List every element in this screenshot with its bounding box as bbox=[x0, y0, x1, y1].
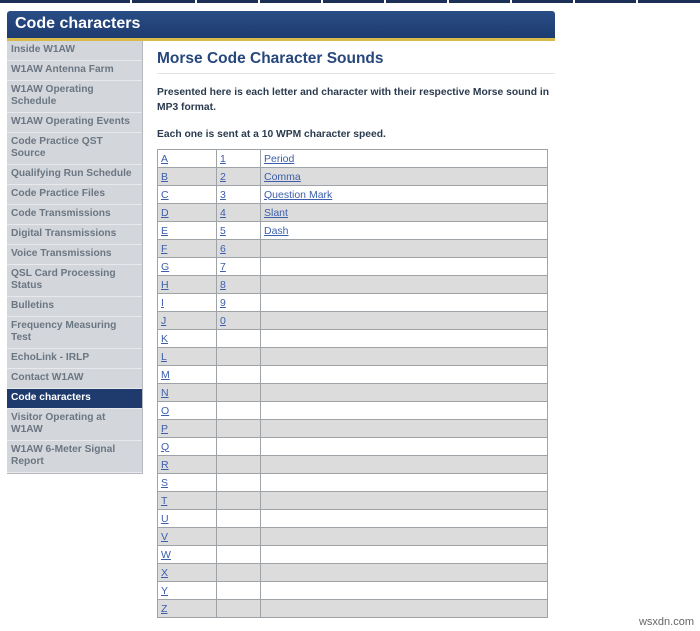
table-cell bbox=[217, 366, 261, 384]
table-cell bbox=[261, 582, 548, 600]
table-cell bbox=[158, 456, 217, 474]
table-cell bbox=[217, 240, 261, 258]
table-cell bbox=[217, 474, 261, 492]
nav-divider bbox=[447, 0, 449, 3]
table-cell bbox=[217, 258, 261, 276]
table-cell bbox=[217, 348, 261, 366]
watermark: wsxdn.com bbox=[638, 616, 694, 628]
sidebar-item-voice-transmissions[interactable]: Voice Transmissions bbox=[7, 245, 142, 265]
table-cell bbox=[158, 276, 217, 294]
table-row bbox=[158, 168, 548, 186]
sidebar-item-w1aw-operating-events[interactable]: W1AW Operating Events bbox=[7, 113, 142, 133]
sidebar-item-code-practice-files[interactable]: Code Practice Files bbox=[7, 185, 142, 205]
table-cell bbox=[158, 330, 217, 348]
table-row bbox=[158, 348, 548, 366]
table-cell bbox=[261, 366, 548, 384]
page-title: Morse Code Character Sounds bbox=[157, 50, 555, 74]
nav-divider bbox=[130, 0, 132, 3]
table-cell bbox=[217, 564, 261, 582]
table-cell bbox=[261, 240, 548, 258]
table-row bbox=[158, 510, 548, 528]
table-cell bbox=[158, 546, 217, 564]
table-cell bbox=[217, 294, 261, 312]
table-cell bbox=[158, 600, 217, 618]
character-sound-link[interactable]: 2 bbox=[220, 170, 226, 183]
sidebar-item-inside-w1aw[interactable]: Inside W1AW bbox=[7, 41, 142, 61]
table-cell bbox=[217, 420, 261, 438]
character-sound-link[interactable]: 5 bbox=[220, 224, 226, 237]
sidebar-item-code-characters[interactable]: Code characters bbox=[7, 389, 142, 409]
table-cell bbox=[261, 294, 548, 312]
character-sound-link[interactable]: 6 bbox=[220, 242, 226, 255]
character-sound-link[interactable]: 4 bbox=[220, 206, 226, 219]
table-cell bbox=[158, 168, 217, 186]
table-row bbox=[158, 420, 548, 438]
table-row bbox=[158, 582, 548, 600]
sidebar-item-code-transmissions[interactable]: Code Transmissions bbox=[7, 205, 142, 225]
table-cell bbox=[217, 384, 261, 402]
character-sound-link[interactable]: B bbox=[161, 170, 169, 183]
character-sound-link[interactable]: Q bbox=[161, 440, 170, 453]
table-cell bbox=[217, 168, 261, 186]
table-row bbox=[158, 240, 548, 258]
table-cell bbox=[261, 204, 548, 222]
character-sound-link[interactable]: 8 bbox=[220, 278, 226, 291]
nav-divider bbox=[321, 0, 323, 3]
table-cell bbox=[158, 582, 217, 600]
character-sound-link[interactable]: K bbox=[161, 332, 169, 345]
speed-note: Each one is sent at a 10 WPM character speed. bbox=[157, 129, 386, 140]
table-row bbox=[158, 492, 548, 510]
character-sound-link[interactable]: A bbox=[161, 152, 169, 165]
table-cell bbox=[217, 204, 261, 222]
character-sound-link[interactable]: F bbox=[161, 242, 168, 255]
sidebar-item-bulletins[interactable]: Bulletins bbox=[7, 297, 142, 317]
character-sound-link[interactable]: J bbox=[161, 314, 167, 327]
sidebar-item-w1aw-antenna-farm[interactable]: W1AW Antenna Farm bbox=[7, 61, 142, 81]
table-cell bbox=[217, 492, 261, 510]
table-cell bbox=[217, 150, 261, 168]
table-cell bbox=[158, 402, 217, 420]
table-row bbox=[158, 402, 548, 420]
table-cell bbox=[217, 546, 261, 564]
character-sound-link[interactable]: E bbox=[161, 224, 169, 237]
table-cell bbox=[217, 528, 261, 546]
character-sound-link[interactable]: P bbox=[161, 422, 169, 435]
section-title-bar bbox=[7, 11, 555, 41]
sidebar-item-code-practice-qst-source[interactable]: Code Practice QST Source bbox=[7, 133, 142, 165]
table-cell bbox=[158, 438, 217, 456]
character-sound-link[interactable]: S bbox=[161, 476, 169, 489]
table-row bbox=[158, 294, 548, 312]
character-sound-link[interactable]: O bbox=[161, 404, 170, 417]
character-sound-link[interactable]: Y bbox=[161, 584, 169, 597]
nav-divider bbox=[636, 0, 638, 3]
table-row bbox=[158, 438, 548, 456]
character-sound-link[interactable]: Comma bbox=[264, 170, 301, 183]
table-row bbox=[158, 276, 548, 294]
table-cell bbox=[261, 528, 548, 546]
table-cell bbox=[158, 384, 217, 402]
character-sound-link[interactable]: 7 bbox=[220, 260, 226, 273]
table-cell bbox=[217, 276, 261, 294]
sidebar-item-digital-transmissions[interactable]: Digital Transmissions bbox=[7, 225, 142, 245]
character-sound-link[interactable]: Slant bbox=[264, 206, 288, 219]
table-cell bbox=[158, 258, 217, 276]
character-sound-link[interactable]: Dash bbox=[264, 224, 289, 237]
section-title: Code characters bbox=[15, 15, 141, 32]
sidebar-item-frequency-measuring-test[interactable]: Frequency Measuring Test bbox=[7, 317, 142, 349]
table-cell bbox=[158, 294, 217, 312]
table-cell bbox=[261, 600, 548, 618]
table-row bbox=[158, 456, 548, 474]
table-cell bbox=[217, 582, 261, 600]
table-cell bbox=[217, 330, 261, 348]
table-row bbox=[158, 528, 548, 546]
table-cell bbox=[158, 564, 217, 582]
character-sound-link[interactable]: D bbox=[161, 206, 169, 219]
character-sound-link[interactable]: G bbox=[161, 260, 170, 273]
table-cell bbox=[261, 402, 548, 420]
table-row bbox=[158, 474, 548, 492]
table-cell bbox=[261, 186, 548, 204]
nav-divider bbox=[258, 0, 260, 3]
table-cell bbox=[261, 312, 548, 330]
table-row bbox=[158, 384, 548, 402]
table-cell bbox=[158, 474, 217, 492]
table-cell bbox=[158, 186, 217, 204]
table-row bbox=[158, 186, 548, 204]
table-cell bbox=[261, 510, 548, 528]
table-cell bbox=[261, 222, 548, 240]
table-cell bbox=[158, 204, 217, 222]
table-row bbox=[158, 222, 548, 240]
character-sound-link[interactable]: 1 bbox=[220, 152, 226, 165]
table-cell bbox=[261, 564, 548, 582]
table-cell bbox=[217, 510, 261, 528]
character-sound-link[interactable]: N bbox=[161, 386, 169, 399]
table-cell bbox=[158, 240, 217, 258]
table-cell bbox=[158, 222, 217, 240]
table-cell bbox=[261, 492, 548, 510]
table-row bbox=[158, 366, 548, 384]
table-cell bbox=[261, 546, 548, 564]
character-sound-link[interactable]: X bbox=[161, 566, 169, 579]
nav-divider bbox=[384, 0, 386, 3]
table-row bbox=[158, 546, 548, 564]
table-cell bbox=[217, 402, 261, 420]
character-sound-link[interactable]: L bbox=[161, 350, 167, 363]
character-sound-link[interactable]: I bbox=[161, 296, 164, 309]
character-sound-link[interactable]: T bbox=[161, 494, 168, 507]
character-sound-link[interactable]: V bbox=[161, 530, 169, 543]
morse-character-table bbox=[157, 149, 548, 618]
sidebar-item-qualifying-run-schedule[interactable]: Qualifying Run Schedule bbox=[7, 165, 142, 185]
table-row bbox=[158, 150, 548, 168]
sidebar-item-qsl-card-processing-status[interactable]: QSL Card Processing Status bbox=[7, 265, 142, 297]
table-cell bbox=[261, 258, 548, 276]
table-row bbox=[158, 330, 548, 348]
table-row bbox=[158, 312, 548, 330]
table-cell bbox=[217, 456, 261, 474]
table-cell bbox=[261, 168, 548, 186]
table-cell bbox=[158, 510, 217, 528]
table-row bbox=[158, 204, 548, 222]
table-cell bbox=[261, 438, 548, 456]
table-cell bbox=[261, 348, 548, 366]
table-cell bbox=[261, 150, 548, 168]
table-cell bbox=[217, 186, 261, 204]
table-row bbox=[158, 258, 548, 276]
character-sound-link[interactable]: Period bbox=[264, 152, 295, 165]
table-cell bbox=[261, 276, 548, 294]
table-row bbox=[158, 600, 548, 618]
main-content bbox=[157, 41, 555, 142]
nav-divider bbox=[573, 0, 575, 3]
table-cell bbox=[261, 420, 548, 438]
nav-divider bbox=[510, 0, 512, 3]
table-row bbox=[158, 564, 548, 582]
table-cell bbox=[158, 528, 217, 546]
character-sound-link[interactable]: C bbox=[161, 188, 169, 201]
character-sound-link[interactable]: M bbox=[161, 368, 170, 381]
nav-divider bbox=[195, 0, 197, 3]
top-nav-strip bbox=[0, 0, 700, 3]
table-cell bbox=[217, 312, 261, 330]
character-sound-link[interactable]: 0 bbox=[220, 314, 226, 327]
table-cell bbox=[217, 600, 261, 618]
intro-text: Presented here is each letter and character with their respective Morse sound in MP3 format. bbox=[157, 87, 549, 113]
table-cell bbox=[217, 438, 261, 456]
table-cell bbox=[261, 456, 548, 474]
table-cell bbox=[261, 330, 548, 348]
sidebar-item-contact-w1aw[interactable]: Contact W1AW bbox=[7, 369, 142, 389]
sidebar-item-w1aw-6-meter-signal-report[interactable]: W1AW 6-Meter Signal Report bbox=[7, 441, 142, 473]
character-sound-link[interactable]: H bbox=[161, 278, 169, 291]
table-cell bbox=[261, 384, 548, 402]
sidebar-nav bbox=[7, 41, 143, 474]
character-sound-link[interactable]: Z bbox=[161, 602, 168, 615]
table-cell bbox=[158, 366, 217, 384]
sidebar-item-w1aw-operating-schedule[interactable]: W1AW Operating Schedule bbox=[7, 81, 142, 113]
table-cell bbox=[158, 312, 217, 330]
character-sound-link[interactable]: W bbox=[161, 548, 171, 561]
table-cell bbox=[261, 474, 548, 492]
table-cell bbox=[158, 420, 217, 438]
character-sound-link[interactable]: Question Mark bbox=[264, 188, 333, 201]
sidebar-item-echolink-irlp[interactable]: EchoLink - IRLP bbox=[7, 349, 142, 369]
table-cell bbox=[158, 150, 217, 168]
table-cell bbox=[217, 222, 261, 240]
character-sound-link[interactable]: R bbox=[161, 458, 169, 471]
character-sound-link[interactable]: U bbox=[161, 512, 169, 525]
character-sound-link[interactable]: 3 bbox=[220, 188, 226, 201]
table-cell bbox=[158, 348, 217, 366]
sidebar-item-visitor-operating-at-w1aw[interactable]: Visitor Operating at W1AW bbox=[7, 409, 142, 441]
table-cell bbox=[158, 492, 217, 510]
character-sound-link[interactable]: 9 bbox=[220, 296, 226, 309]
